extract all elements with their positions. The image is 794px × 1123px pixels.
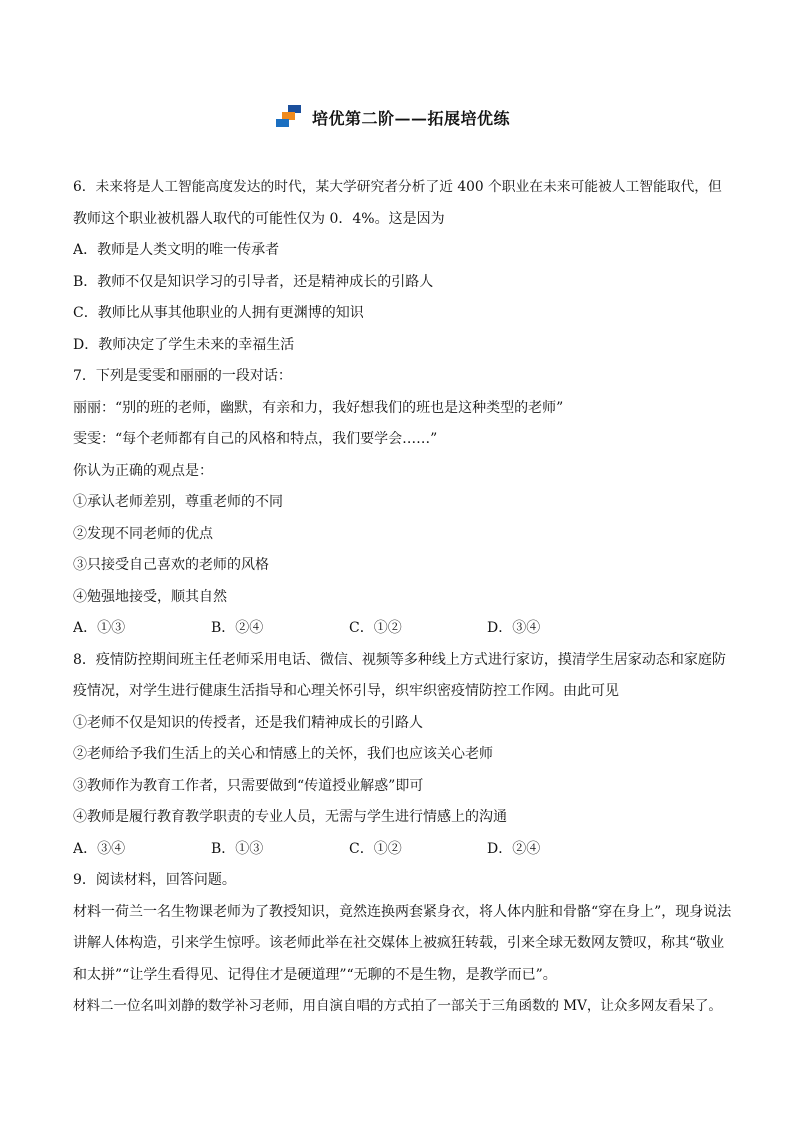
text-line: 7．下列是雯雯和丽丽的一段对话： [73, 368, 292, 384]
option-c: C．①② [349, 840, 402, 857]
option-line: C．教师比从事其他职业的人拥有更渊博的知识 [73, 305, 364, 321]
material-line: 讲解人体构造，引来学生惊呼。该老师此举在社交媒体上被疯狂转载，引来全球无数网友赞叹，称其“敬业 [73, 935, 725, 951]
option-c: C．①② [349, 620, 402, 636]
material-line: 材料二一位名叫刘静的数学补习老师，用自演自唱的方式拍了一部关于三角函数的 MV，让众多网友看呆了。 [73, 998, 722, 1014]
text-line: 9．阅读材料，回答问题。 [73, 872, 236, 888]
text-line: 雯雯：“每个老师都有自己的风格和特点，我们要学会……” [73, 431, 438, 447]
q8-options [73, 834, 733, 866]
statement-line: ②老师给予我们生活上的关心和情感上的关怀，我们也应该关心老师 [73, 746, 493, 762]
option-b: B．②④ [211, 620, 264, 636]
option-a: A．①③ [73, 620, 126, 636]
text-line: 8．疫情防控期间班主任老师采用电话、微信、视频等多种线上方式进行家访，摸清学生居家动态和家庭防 [73, 651, 726, 668]
statement-line: ③教师作为教育工作者，只需要做到“传道授业解惑”即可 [73, 777, 424, 794]
option-d: D．③④ [487, 620, 541, 636]
option-d: D．②④ [487, 840, 541, 857]
statement-line: ④勉强地接受，顺其自然 [73, 588, 227, 605]
q7-options [73, 613, 733, 645]
statement-line: ①承认老师差别，尊重老师的不同 [73, 494, 283, 510]
section-header [276, 103, 510, 131]
material-line: 和太拼”“让学生看得见、记得住才是硬道理”“无聊的不是生物，是教学而已”。 [73, 966, 557, 983]
stairs-logo-icon [276, 105, 304, 129]
option-line: D．教师决定了学生未来的幸福生活 [73, 336, 295, 353]
statement-line: ③只接受自己喜欢的老师的风格 [73, 557, 269, 573]
option-line: B．教师不仅是知识学习的引导者，还是精神成长的引路人 [73, 273, 434, 290]
material-line: 材料一荷兰一名生物课老师为了教授知识，竟然连换两套紧身衣，将人体内脏和骨骼“穿在身上”，现身说法 [73, 903, 732, 920]
text-line: 教师这个职业被机器人取代的可能性仅为 0．4%。这是因为 [73, 210, 445, 227]
text-line: 你认为正确的观点是： [73, 462, 213, 479]
text-line: 丽丽：“别的班的老师，幽默，有亲和力，我好想我们的班也是这种类型的老师” [73, 399, 564, 416]
question-content [73, 172, 733, 1023]
statement-line: ①老师不仅是知识的传授者，还是我们精神成长的引路人 [73, 714, 423, 731]
text-line: 6．未来将是人工智能高度发达的时代，某大学研究者分析了近 400 个职业在未来可能被人工智能取代，但 [73, 179, 722, 195]
option-a: A．③④ [73, 840, 126, 857]
statement-line: ②发现不同老师的优点 [73, 525, 213, 542]
text-line: 疫情况，对学生进行健康生活指导和心理关怀引导，织牢织密疫情防控工作网。由此可见 [73, 683, 619, 699]
section-title: 培优第二阶——拓展培优练 [312, 108, 511, 128]
option-line: A．教师是人类文明的唯一传承者 [73, 242, 280, 258]
option-b: B．①③ [211, 840, 264, 857]
statement-line: ④教师是履行教育教学职责的专业人员，无需与学生进行情感上的沟通 [73, 809, 507, 825]
